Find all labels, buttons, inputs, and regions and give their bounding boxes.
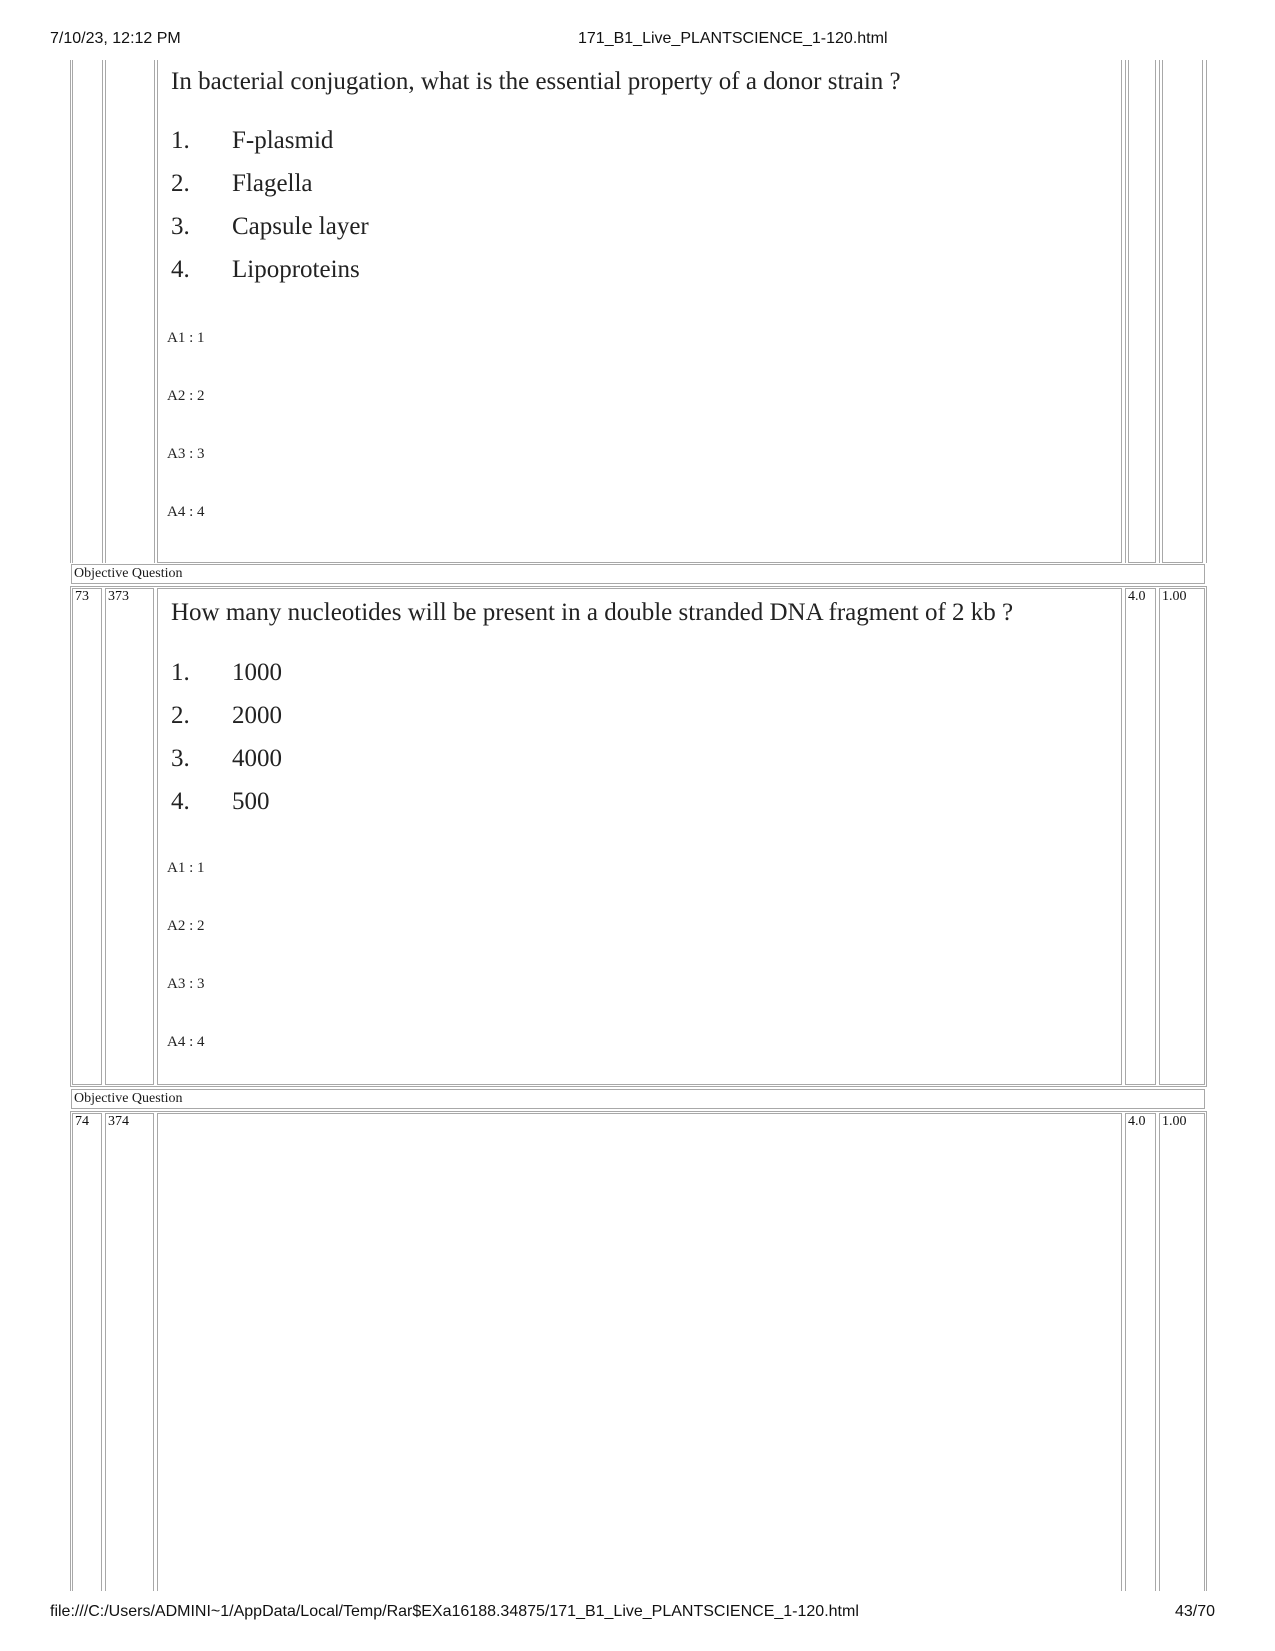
answer-key: A4 : 4 — [167, 1034, 205, 1050]
option-number: 4. — [171, 788, 190, 815]
negative-cell — [1159, 1113, 1205, 1591]
negative-cell — [1162, 60, 1203, 563]
question-text: In bacterial conjugation, what is the essential property of a donor strain ? — [171, 68, 901, 95]
option-number: 1. — [171, 127, 190, 154]
option-text: 1000 — [232, 659, 282, 686]
table-border — [1206, 60, 1207, 563]
option — [0, 659, 1000, 689]
serial-number: 74 — [75, 1114, 89, 1129]
print-title: 171_B1_Live_PLANTSCIENCE_1-120.html — [578, 30, 888, 47]
marks-value: 4.0 — [1128, 589, 1146, 604]
option — [0, 745, 1000, 775]
option-text: Lipoproteins — [232, 256, 360, 283]
option — [0, 788, 1000, 818]
answer-key: A3 : 3 — [167, 976, 205, 992]
print-file-path: file:///C:/Users/ADMINI~1/AppData/Local/Temp/Rar$EXa16188.34875/171_B1_Live_PLANTSCIENCE_1-120.html — [50, 1603, 859, 1620]
option-text: 4000 — [232, 745, 282, 772]
answer-key: A2 : 2 — [167, 388, 205, 404]
answer-key: A4 : 4 — [167, 504, 205, 520]
question-text: How many nucleotides will be present in a double stranded DNA fragment of 2 kb ? — [171, 599, 1014, 626]
answer-key: A1 : 1 — [167, 860, 205, 876]
marks-value: 4.0 — [1128, 1114, 1146, 1129]
question-id: 374 — [108, 1114, 129, 1129]
answer-key: A3 : 3 — [167, 446, 205, 462]
option-number: 4. — [171, 256, 190, 283]
option-text: 2000 — [232, 702, 282, 729]
option — [0, 702, 1000, 732]
option — [0, 127, 1000, 157]
option-text: Capsule layer — [232, 213, 369, 240]
negative-marks-value: 1.00 — [1162, 589, 1187, 604]
answer-key: A1 : 1 — [167, 330, 205, 346]
option-number: 2. — [171, 702, 190, 729]
option-number: 2. — [171, 170, 190, 197]
option-text: 500 — [232, 788, 270, 815]
answer-key: A2 : 2 — [167, 918, 205, 934]
table-border — [1125, 60, 1126, 563]
option — [0, 213, 1000, 243]
print-datetime: 7/10/23, 12:12 PM — [50, 30, 181, 47]
negative-cell — [1159, 588, 1205, 1085]
question-id: 373 — [108, 589, 129, 604]
option — [0, 170, 1000, 200]
option — [0, 256, 1000, 286]
option-number: 3. — [171, 213, 190, 240]
option-number: 1. — [171, 659, 190, 686]
sno-cell — [72, 1113, 102, 1591]
marks-cell — [1125, 588, 1156, 1085]
table-border — [1159, 60, 1160, 563]
negative-marks-value: 1.00 — [1162, 1114, 1187, 1129]
option-text: Flagella — [232, 170, 313, 197]
marks-cell — [1125, 1113, 1156, 1591]
serial-number: 73 — [75, 589, 89, 604]
question-cell — [157, 1113, 1122, 1591]
option-number: 3. — [171, 745, 190, 772]
marks-cell — [1128, 60, 1156, 563]
question-type-label: Objective Question — [71, 1089, 1205, 1109]
page-number: 43/70 — [1175, 1603, 1216, 1620]
option-text: F-plasmid — [232, 127, 334, 154]
qid-cell — [105, 1113, 154, 1591]
question-type-label: Objective Question — [71, 564, 1205, 584]
